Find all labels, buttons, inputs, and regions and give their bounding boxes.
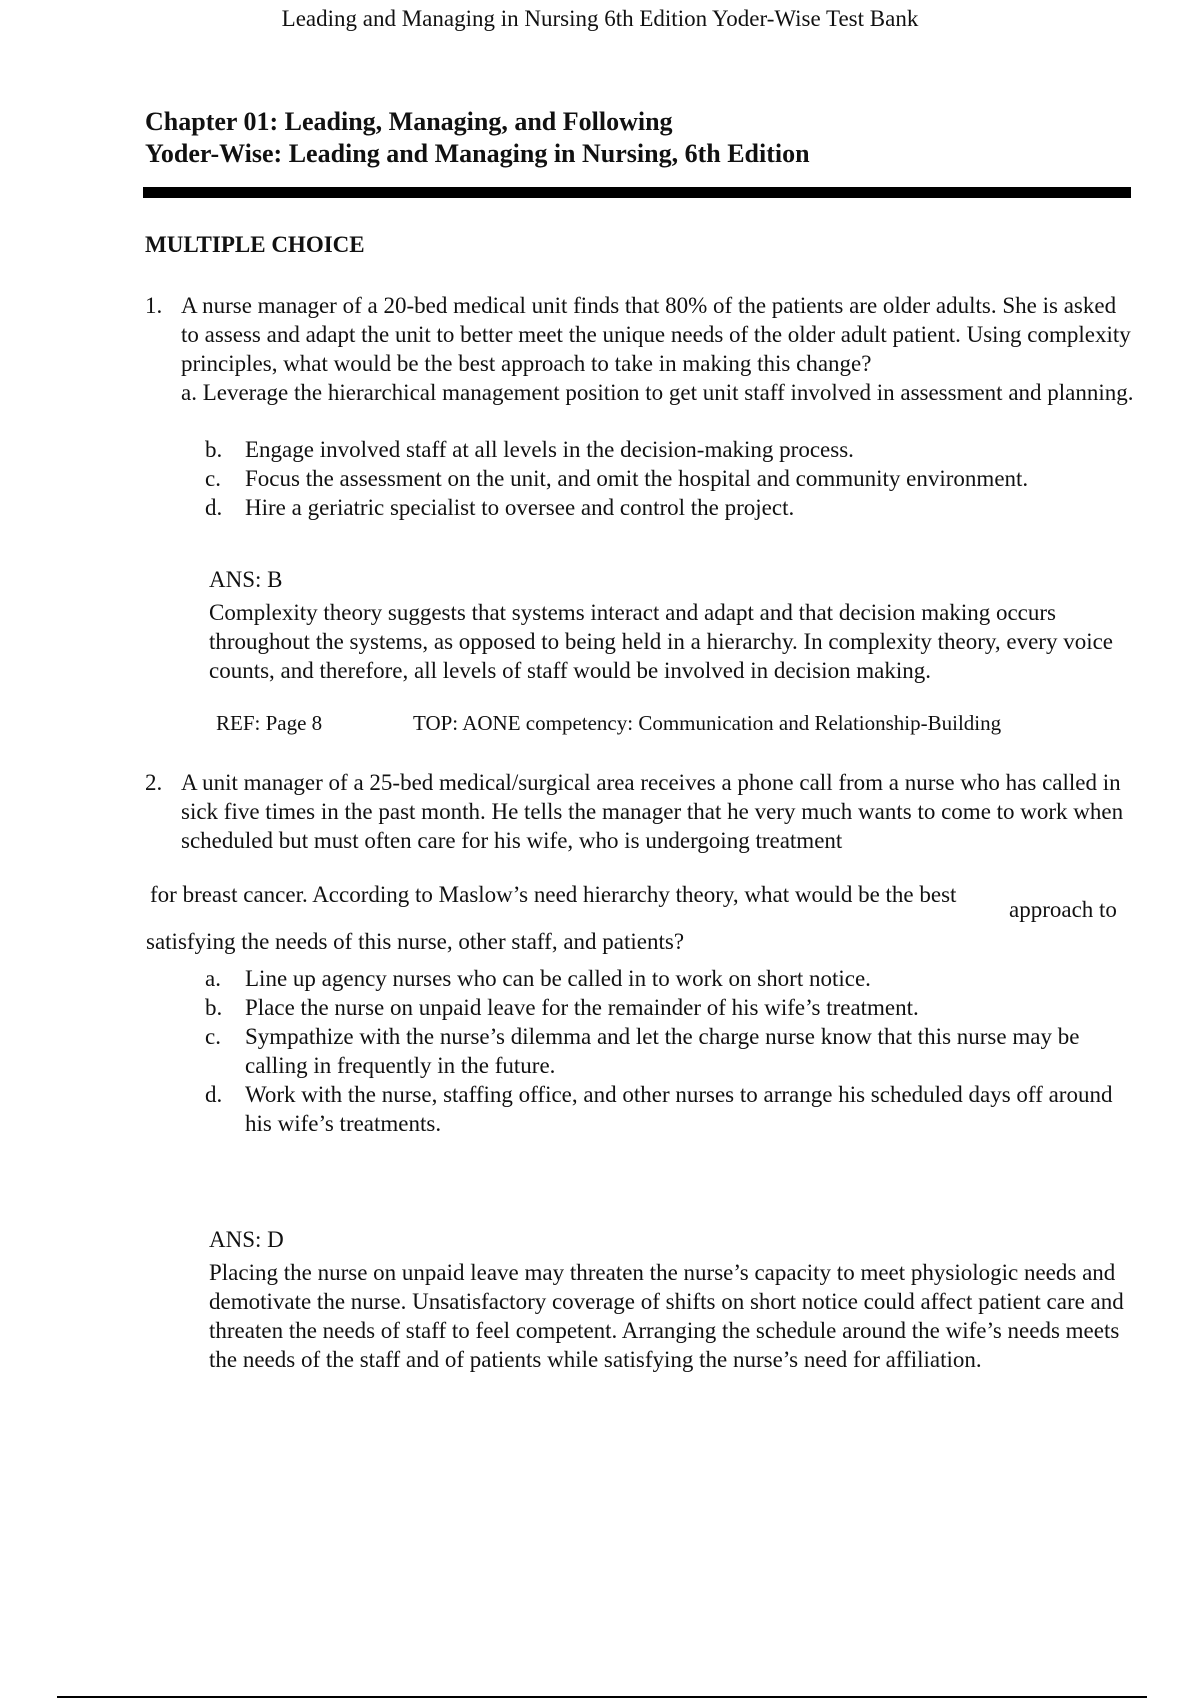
question-1-topic: TOP: AONE competency: Communication and Relationship-Building [413, 711, 1002, 735]
option-letter: b. [205, 437, 223, 462]
question-1-reference: REF: Page 8 [216, 711, 323, 735]
question-1-number: 1. [145, 293, 163, 318]
chapter-title [145, 106, 810, 170]
question-1-option-a: a. Leverage the hierarchical management position to get unit staff involved in assessment and planning. [181, 380, 1134, 405]
question-2-stem-continued: for breast cancer. According to Maslow’s need hierarchy theory, what would be the best [150, 882, 957, 907]
answer-rationale: Placing the nurse on unpaid leave may threaten the nurse’s capacity to meet physiologic needs and demotivate the nurse. Unsatisfactory coverage of shifts on short notice could affect patient care and threaten the needs of staff to feel competent. Arranging the schedule around the wife’s needs meets the needs of the staff and of patients while satisfying the nurse’s need for affiliation. [209, 1260, 1124, 1372]
option-text: Focus the assessment on the unit, and omit the hospital and community environment. [245, 466, 1029, 491]
option-letter: a. [205, 966, 221, 991]
section-heading: MULTIPLE CHOICE [145, 232, 365, 257]
title-divider [143, 187, 1131, 198]
option-text: Place the nurse on unpaid leave for the remainder of his wife’s treatment. [245, 995, 919, 1020]
running-header: Leading and Managing in Nursing 6th Edition Yoder-Wise Test Bank [281, 6, 919, 31]
question-1-options [205, 435, 1135, 522]
footer-divider [57, 1696, 1147, 1698]
answer-rationale: Complexity theory suggests that systems interact and adapt and that decision making occurs throughout the systems, as opposed to being held in a hierarchy. In complexity theory, every voice counts, and therefore, all levels of staff would be involved in decision making. [209, 600, 1114, 683]
option-text: Line up agency nurses who can be called in to work on short notice. [245, 966, 871, 991]
question-1 [145, 291, 1135, 407]
question-1-option-d [205, 493, 1135, 522]
question-2-options [205, 964, 1135, 1138]
option-text: Engage involved staff at all levels in the decision-making process. [245, 437, 854, 462]
option-text: Sympathize with the nurse’s dilemma and let the charge nurse know that this nurse may be calling in frequently in the future. [245, 1024, 1080, 1078]
question-1-option-c [205, 464, 1135, 493]
option-letter: c. [205, 466, 221, 491]
option-letter: d. [205, 495, 223, 520]
question-2-number: 2. [145, 770, 163, 795]
question-1-stem: A nurse manager of a 20-bed medical unit finds that 80% of the patients are older adults. She is asked to assess and adapt the unit to better meet the unique needs of the older adult patient. Using complexity principles, what would be the best approach to take in making this change? [181, 293, 1131, 376]
option-text: Hire a geriatric specialist to oversee and control the project. [245, 495, 795, 520]
question-1-answer [209, 565, 1134, 685]
question-2-answer [209, 1225, 1134, 1374]
question-2 [145, 768, 1135, 855]
question-2-option-c [205, 1022, 1135, 1080]
chapter-title-line-2: Yoder-Wise: Leading and Managing in Nursing, 6th Edition [145, 139, 810, 168]
option-text: Work with the nurse, staffing office, and other nurses to arrange his scheduled days off around his wife’s treatments. [245, 1082, 1113, 1136]
answer-key: ANS: D [209, 1227, 284, 1252]
question-2-stem-fragment: approach to [1009, 897, 1117, 922]
chapter-title-line-1: Chapter 01: Leading, Managing, and Following [145, 107, 673, 136]
question-2-stem-end: satisfying the needs of this nurse, other staff, and patients? [146, 929, 685, 954]
question-2-option-a [205, 964, 1135, 993]
question-1-option-b [205, 435, 1135, 464]
question-2-option-b [205, 993, 1135, 1022]
answer-key: ANS: B [209, 567, 283, 592]
option-letter: c. [205, 1024, 221, 1049]
option-letter: b. [205, 995, 223, 1020]
option-letter: d. [205, 1082, 223, 1107]
question-2-option-d [205, 1080, 1135, 1138]
question-2-stem: A unit manager of a 25-bed medical/surgical area receives a phone call from a nurse who has called in sick five times in the past month. He tells the manager that he very much wants to come to work when scheduled but must often care for his wife, who is undergoing treatment [181, 770, 1124, 853]
